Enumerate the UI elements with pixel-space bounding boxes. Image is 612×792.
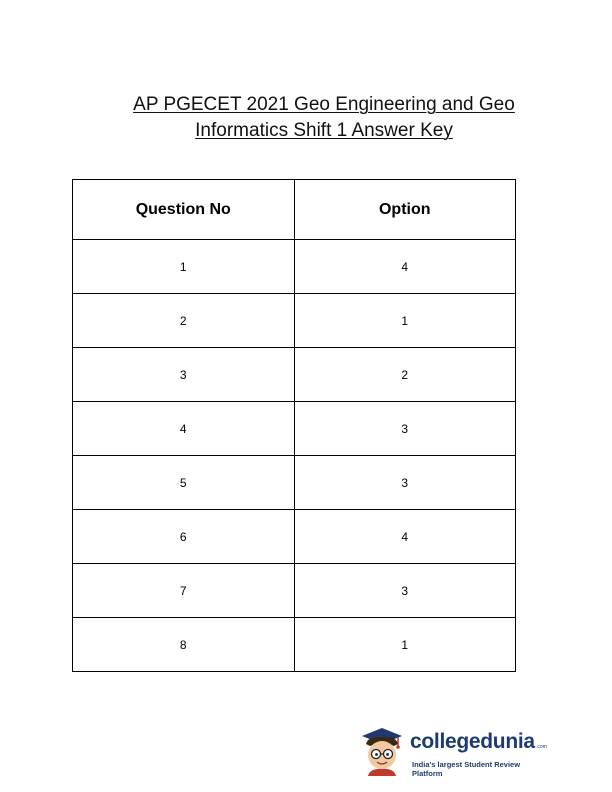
collegedunia-logo (358, 722, 548, 778)
question-number-cell: 5 (73, 456, 295, 510)
column-header-question: Question No (73, 180, 295, 240)
question-number-cell: 6 (73, 510, 295, 564)
column-header-option: Option (294, 180, 516, 240)
table-header-row (73, 180, 516, 240)
question-number-cell: 3 (73, 348, 295, 402)
option-cell: 4 (294, 240, 516, 294)
brand-tld: .com (536, 744, 547, 750)
option-cell: 1 (294, 294, 516, 348)
answer-key-table (72, 179, 516, 672)
table-row (73, 564, 516, 618)
option-cell: 3 (294, 402, 516, 456)
mascot-icon (358, 724, 404, 776)
option-cell: 1 (294, 618, 516, 672)
question-number-cell: 7 (73, 564, 295, 618)
question-number-cell: 8 (73, 618, 295, 672)
table-row (73, 240, 516, 294)
option-cell: 4 (294, 510, 516, 564)
table-row (73, 402, 516, 456)
question-number-cell: 1 (73, 240, 295, 294)
table-row (73, 510, 516, 564)
question-number-cell: 2 (73, 294, 295, 348)
brand-name: collegedunia (410, 730, 535, 753)
table-row (73, 618, 516, 672)
option-cell: 3 (294, 456, 516, 510)
table-row (73, 456, 516, 510)
option-cell: 2 (294, 348, 516, 402)
brand-tagline: India's largest Student Review Platform (412, 760, 521, 778)
option-cell: 3 (294, 564, 516, 618)
page-title (90, 92, 558, 144)
table-row (73, 348, 516, 402)
question-number-cell: 4 (73, 402, 295, 456)
title-line-1: AP PGECET 2021 Geo Engineering and Geo (133, 94, 515, 115)
table-row (73, 294, 516, 348)
title-line-2: Informatics Shift 1 Answer Key (195, 120, 453, 141)
